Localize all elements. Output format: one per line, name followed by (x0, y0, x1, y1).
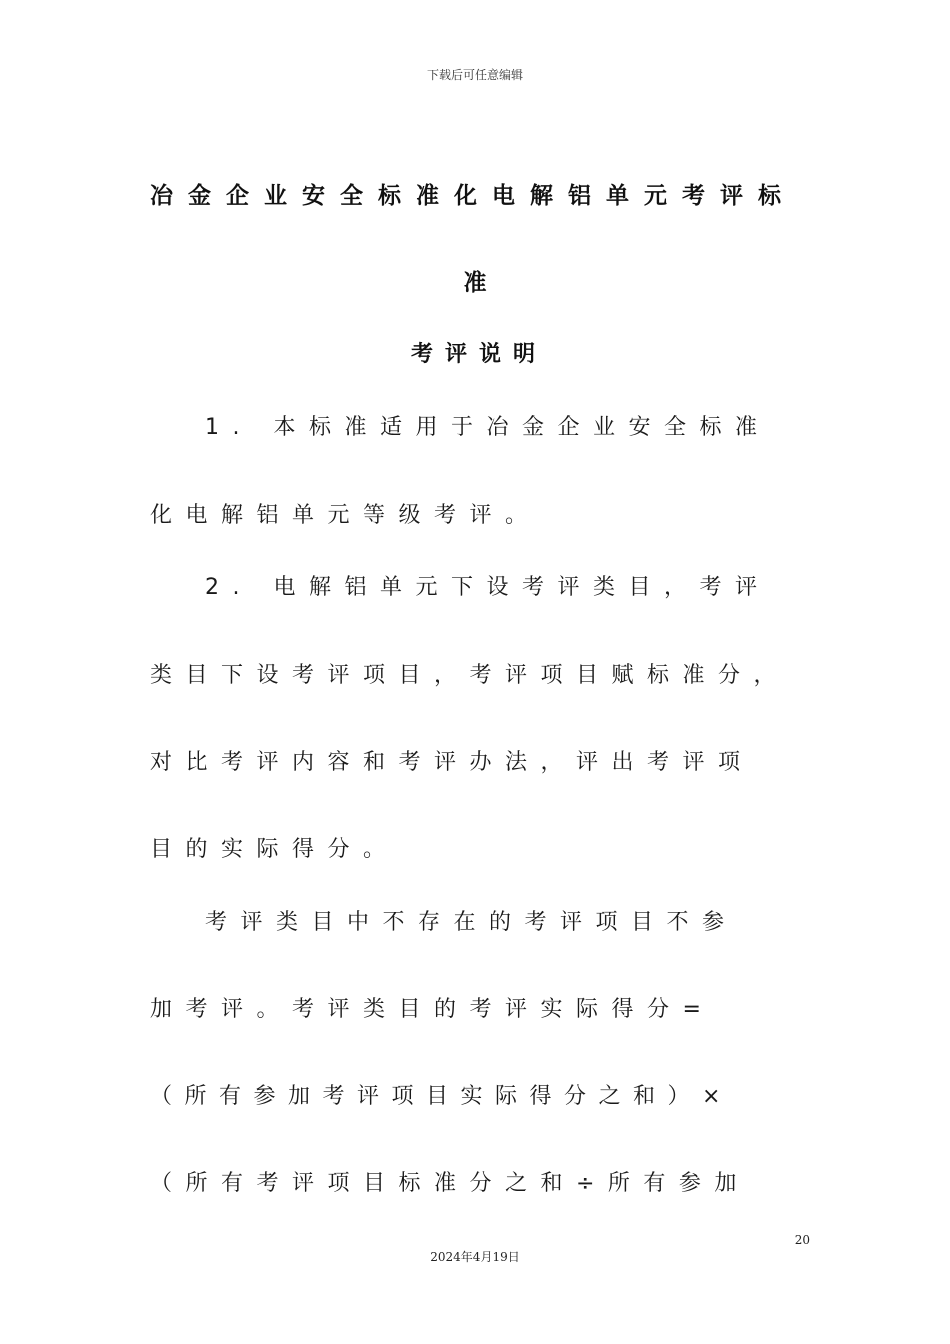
body-line: 目的实际得分。 (150, 837, 399, 862)
body-line: 加考评。考评类目的考评实际得分= (150, 997, 715, 1022)
section-title: 考评说明 (410, 342, 547, 367)
body-line: （所有考评项目标准分之和÷所有参加 (150, 1171, 750, 1196)
body-line: 1. 本标准适用于冶金企业安全标准 (205, 415, 771, 440)
footer-date: 2024年4月19日 (430, 1250, 520, 1264)
body-line: （所有参加考评项目实际得分之和）× (150, 1084, 733, 1109)
header-note: 下载后可任意编辑 (426, 68, 523, 82)
document-title-line-2: 准 (463, 270, 487, 296)
page-number: 20 (794, 1233, 810, 1247)
body-line: 考评类目中不存在的考评项目不参 (205, 910, 738, 935)
body-line: 类目下设考评项目，考评项目赋标准分， (150, 663, 790, 688)
document-title-line-1: 冶金企业安全标准化电解铝单元考评标 (150, 183, 796, 209)
body-line: 化电解铝单元等级考评。 (150, 503, 541, 528)
body-line: 2. 电解铝单元下设考评类目，考评 (205, 575, 771, 600)
body-line: 对比考评内容和考评办法，评出考评项 (150, 750, 754, 775)
